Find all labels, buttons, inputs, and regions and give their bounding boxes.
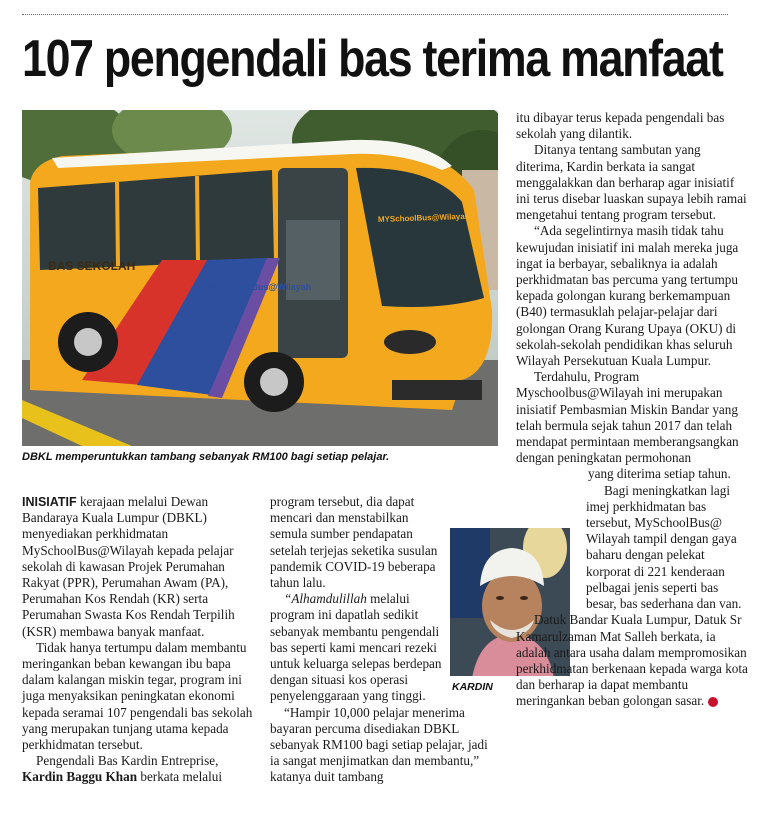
end-mark-icon: M [708, 697, 718, 707]
bus-photo [22, 110, 498, 446]
portrait-caption: KARDIN [452, 681, 493, 693]
col1-p1-text: kerajaan melalui Dewan Bandaraya Kuala Lumpur (DBKL) menyediakan perkhidmatan MySchoolBus@Wilayah kepada pelajar sekolah di kawasan Projek Perumahan Rakyat (PPR), Perumahan Awam (PA), Perumahan Kos Rendah (KR) serta Perumahan Swasta Kos Rendah Terpilih (KSR) membawa banyak manfaat. [22, 494, 235, 639]
col3-p6-text: Datuk Bandar Kuala Lumpur, Datuk Sr Kamarulzaman Mat Salleh berkata, ia adalah antara usaha dalam mempromosikan perkhidmatan berkenaan kepada warga kota dan berharap ia dapat membantu meringankan beban golongan sasar. [516, 612, 748, 709]
col1-paragraph-3 [22, 753, 254, 785]
col2-p2-italic: “Alhamdulillah [284, 591, 367, 607]
col2-paragraph-2 [270, 591, 446, 704]
col3-paragraph-1: itu dibayar terus kepada pengendali bas sekolah yang dilantik. [516, 110, 725, 142]
article-column-3 [516, 110, 748, 710]
col1-p3-start: Pengendali Bas Kardin Entreprise, [36, 753, 219, 769]
col1-p3-bold-name: Kardin Baggu Khan [22, 769, 138, 785]
top-dotted-rule [22, 14, 728, 15]
lead-word: INISIATIF [22, 495, 77, 509]
col3-paragraph-2: Ditanya tentang sambutan yang diterima, Kardin berkata ia sangat menggalakkan dan berharap agar inisiatif ini terus disebar luaskan supaya lebih ramai mengetahui tentang program tersebut. [516, 142, 747, 223]
col2-paragraph-1: program tersebut, dia dapat mencari dan menstabilkan semula sumber pendapatan setelah terjejas seketika susulan pandemik COVID-19 beberapa tahun lalu. [270, 494, 438, 591]
col3-paragraph-4-cont: yang diterima setiap tahun. [588, 466, 731, 482]
windshield-text: MYSchoolBus@Wilayah [377, 211, 470, 224]
col2-paragraph-3: “Hampir 10,000 pelajar menerima bayaran percuma disediakan DBKL sebanyak RM100 bagi setiap pelajar, jadi ia sangat menjimatkan dan membantu,” katanya duit tambang [270, 704, 488, 785]
col3-paragraph-3: “Ada segelintirnya masih tidak tahu kewujudan inisiatif ini malah mereka juga ingat ia berbayar, sebaliknya ia adalah perkhidmatan bas percuma yang tertumpu kepada golongan kurang berkemampuan (B40) termasuklah pelajar-pelajar dari golongan Orang Kurang Upaya (OKU) di sekolah-sekolah pendidikan khas seluruh Wilayah Persekutuan Kuala Lumpur. [516, 223, 739, 369]
col3-paragraph-5: Bagi meningkatkan lagi imej perkhidmatan bas tersebut, MySchoolBus@ Wilayah tampil dengan gaya baharu dengan pelekat korporat di 221 kenderaan pelbagai jenis seperti bas besar, bas sederhana dan van. [586, 482, 742, 612]
article-column-1 [22, 494, 254, 786]
bus-logo-text: MYSchoolBus@Wilayah [208, 282, 312, 292]
photo-caption: DBKL memperuntukkan tambang sebanyak RM100 bagi setiap pelajar. [22, 451, 390, 463]
col3-paragraph-6 [516, 612, 748, 709]
headline: 107 pengendali bas terima manfaat [22, 30, 723, 88]
col1-paragraph-2: Tidak hanya tertumpu dalam membantu meringankan beban kewangan ibu bapa dalam kalangan miskin tegar, program ini juga menyaksikan peningkatan ekonomi kepada seramai 107 pengendali bas sekolah yang merupakan tunjang utama kepada perkhidmatan tersebut. [22, 639, 253, 753]
col2-p2-text: melalui program ini dapatlah sedikit sebanyak membantu pengendali bas seperti kami mencari rezeki untuk keluarga selepas berdepan dengan situasi kos operasi penyelenggaraan yang tinggi. [270, 591, 442, 704]
col1-paragraph-1 [22, 494, 254, 640]
col1-p3-end: berkata melalui [137, 769, 223, 785]
col3-paragraph-4: Terdahulu, Program Myschoolbus@Wilayah ini merupakan inisiatif Pembasmian Miskin Bandar yang telah bermula sejak tahun 2017 dan telah mendapat permintaan memberangsangkan dengan peningkatan permohonan [516, 369, 739, 466]
bus-side-text: BAS SEKOLAH [48, 259, 136, 273]
